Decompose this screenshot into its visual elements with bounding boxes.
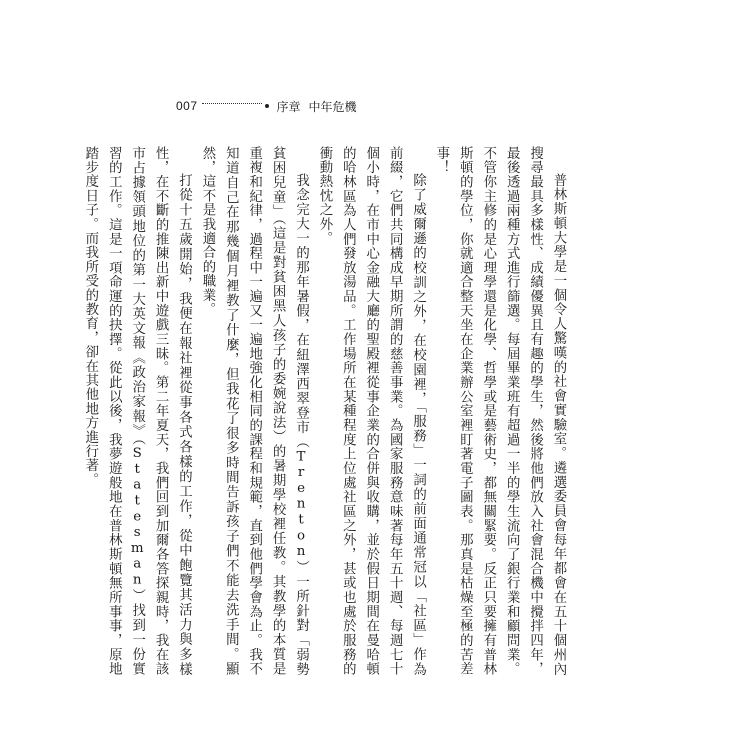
paragraph: 普林斯頓大學是一個令人驚嘆的社會實驗室。遴選委員會每年都會在五十個州內搜尋最具多樣性、成績優異且有趣的學生，然後將他們放入社會混合機中攪拌四年，最後透過兩種方式進行篩選。每屆畢業班有超過一半的學生流向了銀行業和顧問業。不管你主修的是心理學還是化學、哲學或是藝術史，都無關緊要。反正只要擁有普林斯頓的學位，你就適合整天坐在企業辦公室裡盯著電子圖表。那真是枯燥至極的苦差事！ [433, 146, 566, 676]
paragraph: 除了威爾遜的校訓之外，在校園裡，「服務」一詞的前面通常冠以「社區」作為前綴，它們共同構成早期所謂的慈善事業。為國家服務意味著每年五十週、每週七十個小時，在市中心金融大廳的聖殿裡從事企業的合併與收購，並於假日期間在曼哈頓的哈林區為人們發放湯品。工作場所在某種程度上位處社區之外，甚或也處於服務的衝動熱忱之外。 [316, 146, 426, 676]
paragraph: 我念完大一的那年暑假，在紐澤西翠登市（Trenton）一所針對「弱勢貧困兒童」（這是對貧困黑人孩子的委婉說法）的暑期學校裡任教。其教學的本質是重複和紀律，過程中一遍又一遍地強化相同的課程和規範，直到他們學會為止。我不知道自己在那幾個月裡教了什麼，但我花了很多時間告訴孩子們不能去洗手間。顯然，這不是我適合的職業。 [199, 146, 309, 676]
bullet-dot-icon [265, 104, 269, 108]
dotted-leader [202, 103, 262, 104]
vertical-body-text [78, 146, 570, 676]
page-number: 007 [176, 99, 198, 113]
running-header [176, 95, 357, 117]
paragraph: 打從十五歲開始，我便在報社裡從事各式各樣的工作，從中飽覽其活力與多樣性，在不斷的推陳出新中遊戲三昧。第二年夏天，我們回到加爾各答探親時，我在該市占據領頭地位的第一大英文報《政治家報》（Statesman）找到一份實習的工作。這是一項命運的抉擇。從此以後，我夢遊般地在普林斯頓無所事事，原地踏步度日子。而我所受的教育，卻在其他地方進行著。 [82, 146, 192, 676]
chapter-title: 中年危機 [308, 99, 357, 114]
chapter-label: 序章 [276, 99, 301, 114]
